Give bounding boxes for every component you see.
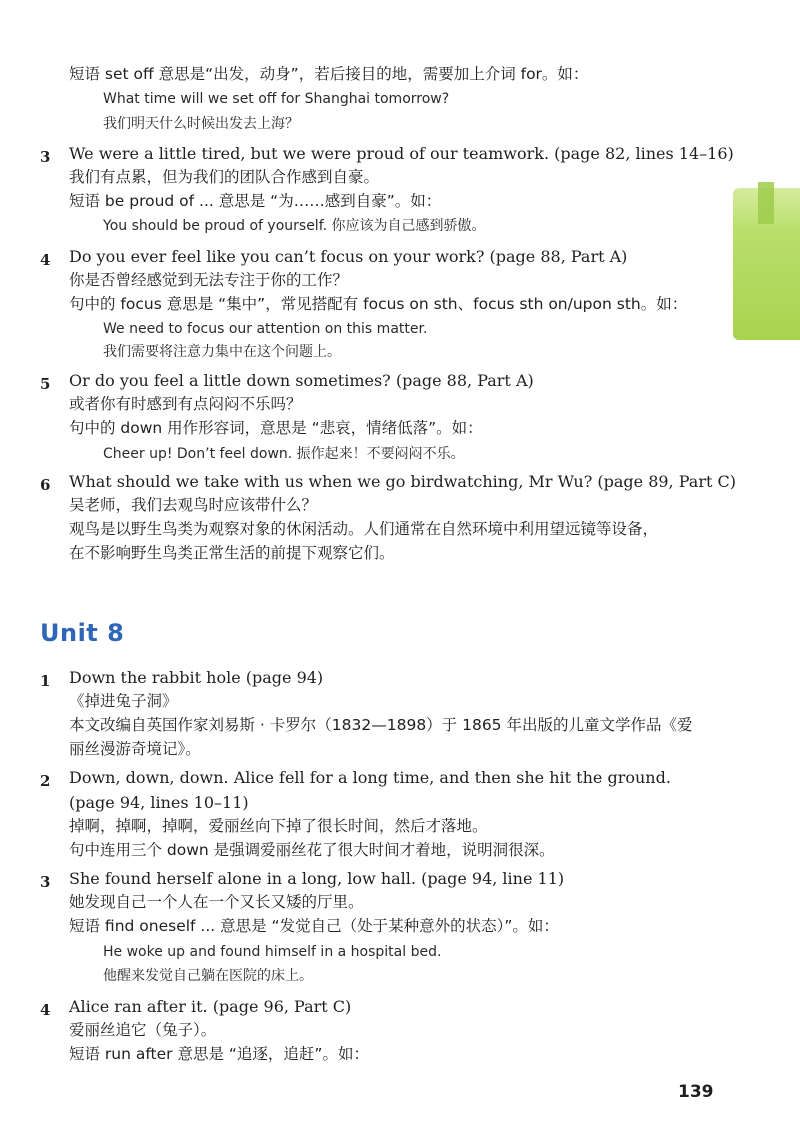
- translation: 或者你有时感到有点闷闷不乐吗？: [69, 395, 302, 413]
- example-sentence: Cheer up! Don’t feel down. 振作起来！不要闷闷不乐。: [103, 446, 465, 462]
- example-translation: 我们明天什么时候出发去上海？: [103, 116, 299, 132]
- note-text: 观鸟是以野生鸟类为观察对象的休闲活动。人们通常在自然环境中利用望远镜等设备，: [69, 520, 659, 538]
- source-sentence: Do you ever feel like you can’t focus on your work? (page 88, Part A): [69, 247, 628, 266]
- item-number: 6: [40, 476, 51, 494]
- item-number: 3: [40, 873, 51, 891]
- note-text: 丽丝漫游奇境记》。: [69, 740, 201, 758]
- note-text: 本文改编自英国作家刘易斯 · 卡罗尔（1832—1898）于 1865 年出版的儿童文学作品《爱: [69, 716, 693, 734]
- example-translation: 我们需要将注意力集中在这个问题上。: [103, 344, 341, 360]
- source-sentence: She found herself alone in a long, low hall. (page 94, line 11): [69, 869, 565, 888]
- item-number: 1: [40, 672, 51, 690]
- note-text: 短语 be proud of ... 意思是 “为……感到自豪”。如：: [69, 192, 442, 210]
- note-text: 短语 run after 意思是 “追逐，追赶”。如：: [69, 1045, 369, 1063]
- source-sentence: Or do you feel a little down sometimes? (page 88, Part A): [69, 371, 534, 390]
- example-translation: 他醒来发觉自己躺在医院的床上。: [103, 968, 313, 984]
- note-text: 句中的 focus 意思是 “集中”，常见搭配有 focus on sth、focus sth on/upon sth。如：: [69, 295, 688, 313]
- translation: 《掉进兔子洞》: [69, 692, 178, 710]
- note-text: 句中连用三个 down 是强调爱丽丝花了很大时间才着地，说明洞很深。: [69, 841, 555, 859]
- example-sentence: You should be proud of yourself. 你应该为自己感到骄傲。: [103, 218, 486, 234]
- note-text: 短语 find oneself ... 意思是 “发觉自己（处于某种意外的状态）”。如：: [69, 917, 559, 935]
- translation: 吴老师，我们去观鸟时应该带什么？: [69, 496, 318, 514]
- translation: 掉啊，掉啊，掉啊，爱丽丝向下掉了很长时间，然后才落地。: [69, 817, 488, 835]
- example-sentence: What time will we set off for Shanghai tomorrow?: [103, 91, 450, 107]
- item-number: 4: [40, 1001, 51, 1019]
- source-sentence: We were a little tired, but we were proud of our teamwork. (page 82, lines 14–16): [69, 144, 734, 163]
- side-tab-accent: [758, 182, 774, 224]
- example-sentence: He woke up and found himself in a hospital bed.: [103, 944, 442, 960]
- item-number: 5: [40, 375, 51, 393]
- translation: 我们有点累，但为我们的团队合作感到自豪。: [69, 168, 380, 186]
- example-sentence: We need to focus our attention on this matter.: [103, 321, 428, 337]
- note-text: 在不影响野生鸟类正常生活的前提下观察它们。: [69, 544, 395, 562]
- source-reference: (page 94, lines 10–11): [69, 793, 249, 812]
- item-number: 3: [40, 148, 51, 166]
- item-number: 4: [40, 251, 51, 269]
- source-sentence: What should we take with us when we go birdwatching, Mr Wu? (page 89, Part C): [69, 472, 736, 491]
- source-sentence: Down the rabbit hole (page 94): [69, 668, 324, 687]
- translation: 你是否曾经感觉到无法专注于你的工作？: [69, 271, 349, 289]
- note-text: 短语 set off 意思是“出发，动身”，若后接目的地，需要加上介词 for。如：: [69, 65, 589, 83]
- translation: 她发现自己一个人在一个又长又矮的厅里。: [69, 893, 364, 911]
- page-number: 139: [678, 1082, 714, 1102]
- source-sentence: Alice ran after it. (page 96, Part C): [69, 997, 352, 1016]
- note-text: 句中的 down 用作形容词，意思是 “悲哀，情绪低落”。如：: [69, 419, 483, 437]
- item-number: 2: [40, 772, 51, 790]
- unit-heading: Unit 8: [40, 619, 125, 647]
- translation: 爱丽丝追它（兔子）。: [69, 1021, 217, 1039]
- source-sentence: Down, down, down. Alice fell for a long time, and then she hit the ground.: [69, 768, 671, 787]
